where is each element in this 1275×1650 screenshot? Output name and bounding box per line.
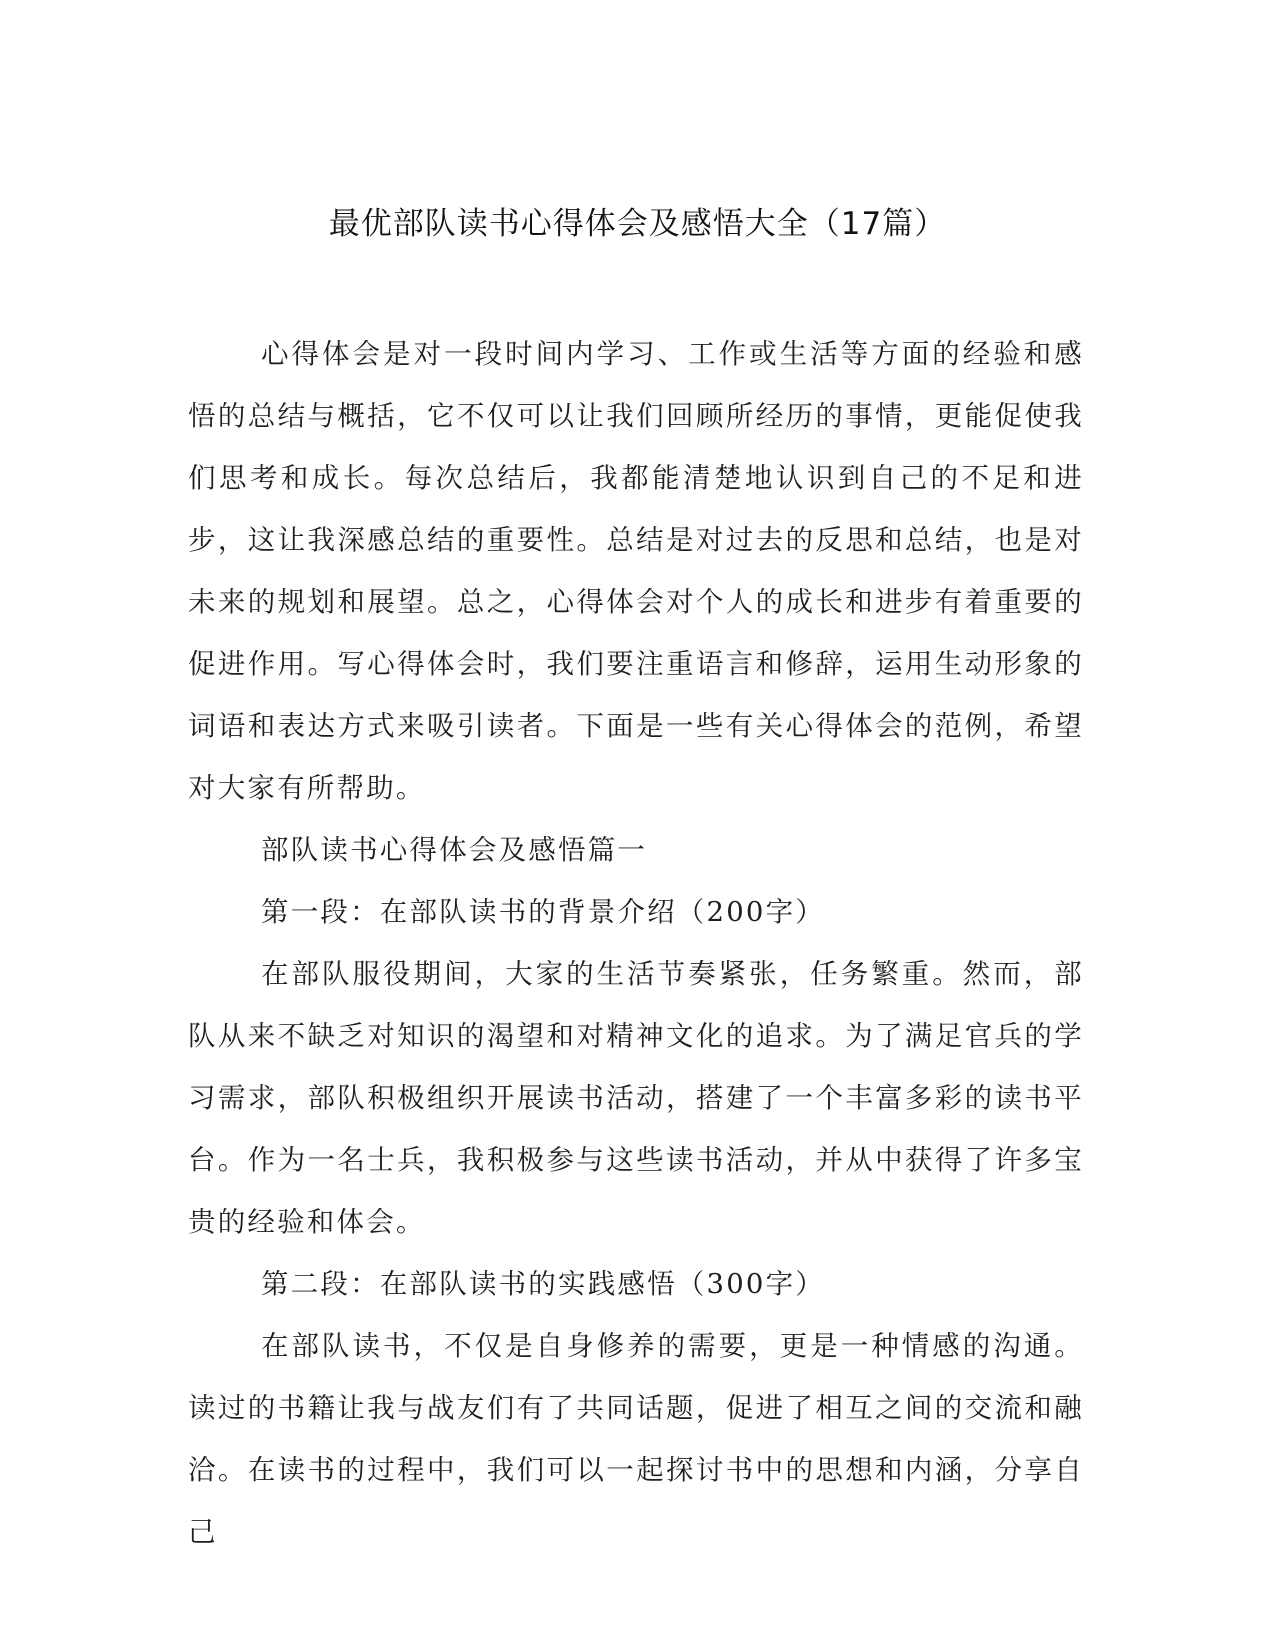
paragraph-heading-2: 第二段：在部队读书的实践感悟（300字）	[261, 1268, 825, 1300]
body-paragraph-1: 在部队服役期间，大家的生活节奏紧张，任务繁重。然而，部队从来不缺乏对知识的渴望和对精神文化的追求。为了满足官兵的学习需求，部队积极组织开展读书活动，搭建了一个丰富多彩的读书平台。作为一名士兵，我积极参与这些读书活动，并从中获得了许多宝贵的经验和体会。	[188, 958, 1084, 1238]
body-paragraph-2: 在部队读书，不仅是自身修养的需要，更是一种情感的沟通。读过的书籍让我与战友们有了共同话题，促进了相互之间的交流和融洽。在读书的过程中，我们可以一起探讨书中的思想和内涵，分享自己	[188, 1330, 1084, 1548]
intro-paragraph: 心得体会是对一段时间内学习、工作或生活等方面的经验和感悟的总结与概括，它不仅可以让我们回顾所经历的事情，更能促使我们思考和成长。每次总结后，我都能清楚地认识到自己的不足和进步，这让我深感总结的重要性。总结是对过去的反思和总结，也是对未来的规划和展望。总之，心得体会对个人的成长和进步有着重要的促进作用。写心得体会时，我们要注重语言和修辞，运用生动形象的词语和表达方式来吸引读者。下面是一些有关心得体会的范例，希望对大家有所帮助。	[188, 338, 1084, 804]
document-body	[188, 323, 1084, 1563]
paragraph-heading-1: 第一段：在部队读书的背景介绍（200字）	[261, 896, 825, 928]
section-heading: 部队读书心得体会及感悟篇一	[261, 834, 648, 866]
document-title: 最优部队读书心得体会及感悟大全（17篇）	[328, 206, 947, 242]
